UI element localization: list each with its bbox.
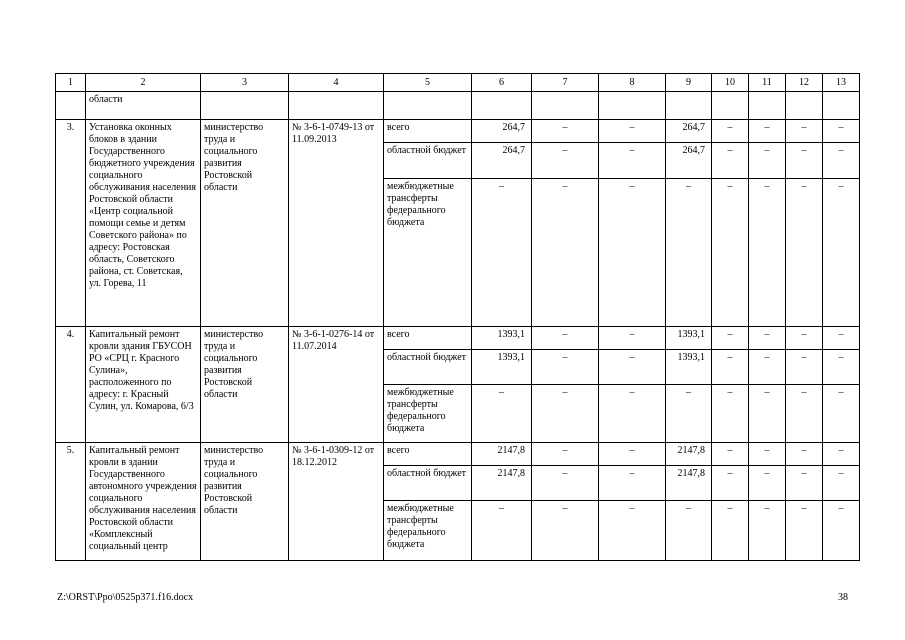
entry-number: 4. [56,327,86,443]
value-cell: – [712,443,749,466]
value-cell: – [532,443,599,466]
header-cell: 1 [56,74,86,92]
table-row [56,327,860,350]
value-cell: 264,7 [666,143,712,179]
value-cell: – [786,179,823,327]
value-cell: – [599,143,666,179]
value-cell: 264,7 [666,120,712,143]
value-cell: – [532,143,599,179]
value-cell: – [786,385,823,443]
header-cell: 13 [823,74,860,92]
entry-doc: № 3-6-1-0309-12 от 18.12.2012 [289,443,384,561]
value-cell: – [532,120,599,143]
header-cell: 12 [786,74,823,92]
entry-org: министерство труда и социального развития Ростовской области [201,443,289,561]
entry-org: министерство труда и социального развития Ростовской области [201,120,289,327]
value-cell: – [472,179,532,327]
value-cell: – [599,443,666,466]
source-cell: межбюджетные трансферты федерального бюджета [384,385,472,443]
value-cell: – [786,466,823,501]
value-cell: – [599,466,666,501]
value-cell: – [532,327,599,350]
table-row [56,120,860,143]
value-cell: – [599,385,666,443]
value-cell: – [823,120,860,143]
value-cell: – [712,327,749,350]
value-cell: – [532,466,599,501]
value-cell: 2147,8 [472,466,532,501]
value-cell: – [472,501,532,561]
value-cell: 1393,1 [472,327,532,350]
value-cell: – [666,179,712,327]
value-cell: – [823,385,860,443]
entry-doc: № 3-6-1-0749-13 от 11.09.2013 [289,120,384,327]
entry-number: 3. [56,120,86,327]
value-cell: 1393,1 [666,327,712,350]
value-cell: – [749,443,786,466]
header-cell: 11 [749,74,786,92]
value-cell: – [786,350,823,385]
source-cell: областной бюджет [384,143,472,179]
value-cell: – [786,120,823,143]
value-cell: – [599,327,666,350]
header-cell: 7 [532,74,599,92]
value-cell: – [823,466,860,501]
value-cell: – [712,466,749,501]
value-cell: – [712,501,749,561]
value-cell: 2147,8 [472,443,532,466]
value-cell: – [599,120,666,143]
header-cell: 10 [712,74,749,92]
value-cell: – [823,443,860,466]
source-cell: областной бюджет [384,466,472,501]
value-cell: – [712,120,749,143]
data-table [55,73,860,561]
source-cell: всего [384,443,472,466]
value-cell: – [532,350,599,385]
header-cell: 2 [86,74,201,92]
header-cell: 5 [384,74,472,92]
value-cell: – [749,179,786,327]
source-cell: межбюджетные трансферты федерального бюджета [384,501,472,561]
value-cell: – [749,466,786,501]
value-cell: – [599,350,666,385]
entry-name: Установка оконных блоков в здании Государственного бюджетного учреждения социального обслуживания населения Ростовской области «Центр социальной помощи семье и детям Советского района» по адресу: Ростовская область, Советского района, ст. Советская, ул. Горева, 11 [86,120,201,327]
header-cell: 8 [599,74,666,92]
value-cell: – [749,350,786,385]
value-cell: – [749,120,786,143]
value-cell: – [786,143,823,179]
value-cell: – [823,501,860,561]
value-cell: – [749,385,786,443]
value-cell: – [532,385,599,443]
entry-name: Капитальный ремонт кровли здания ГБУСОН РО «СРЦ г. Красного Сулина», расположенного по адресу: г. Красный Сулин, ул. Комарова, 6/3 [86,327,201,443]
value-cell: 264,7 [472,120,532,143]
value-cell: 1393,1 [666,350,712,385]
value-cell: – [712,179,749,327]
header-cell: 3 [201,74,289,92]
continuation-text: области [86,92,201,120]
value-cell: – [749,143,786,179]
value-cell: 2147,8 [666,443,712,466]
header-cell: 4 [289,74,384,92]
source-cell: межбюджетные трансферты федерального бюджета [384,179,472,327]
page-number: 38 [838,592,848,603]
value-cell: – [823,350,860,385]
entry-doc: № 3-6-1-0276-14 от 11.07.2014 [289,327,384,443]
value-cell: – [712,350,749,385]
value-cell: – [823,179,860,327]
value-cell: – [823,143,860,179]
value-cell: – [666,501,712,561]
entry-number: 5. [56,443,86,561]
value-cell: – [786,501,823,561]
value-cell: – [823,327,860,350]
value-cell: – [712,385,749,443]
value-cell: – [532,179,599,327]
value-cell: – [532,501,599,561]
value-cell: 2147,8 [666,466,712,501]
value-cell: – [599,501,666,561]
value-cell: – [749,327,786,350]
file-path: Z:\ORST\Ppo\0525p371.f16.docx [57,592,194,603]
header-cell: 6 [472,74,532,92]
entry-name: Капитальный ремонт кровли в здании Государственного автономного учреждения социального обслуживания населения Ростовской области «Комплексный социальный центр [86,443,201,561]
continuation-row [56,92,860,120]
value-cell: – [472,385,532,443]
value-cell: 1393,1 [472,350,532,385]
value-cell: – [749,501,786,561]
value-cell: – [666,385,712,443]
header-row [56,74,860,92]
header-cell: 9 [666,74,712,92]
table-row [56,443,860,466]
value-cell: – [786,327,823,350]
value-cell: – [599,179,666,327]
value-cell: – [712,143,749,179]
value-cell: 264,7 [472,143,532,179]
source-cell: областной бюджет [384,350,472,385]
source-cell: всего [384,120,472,143]
source-cell: всего [384,327,472,350]
value-cell: – [786,443,823,466]
entry-org: министерство труда и социального развития Ростовской области [201,327,289,443]
